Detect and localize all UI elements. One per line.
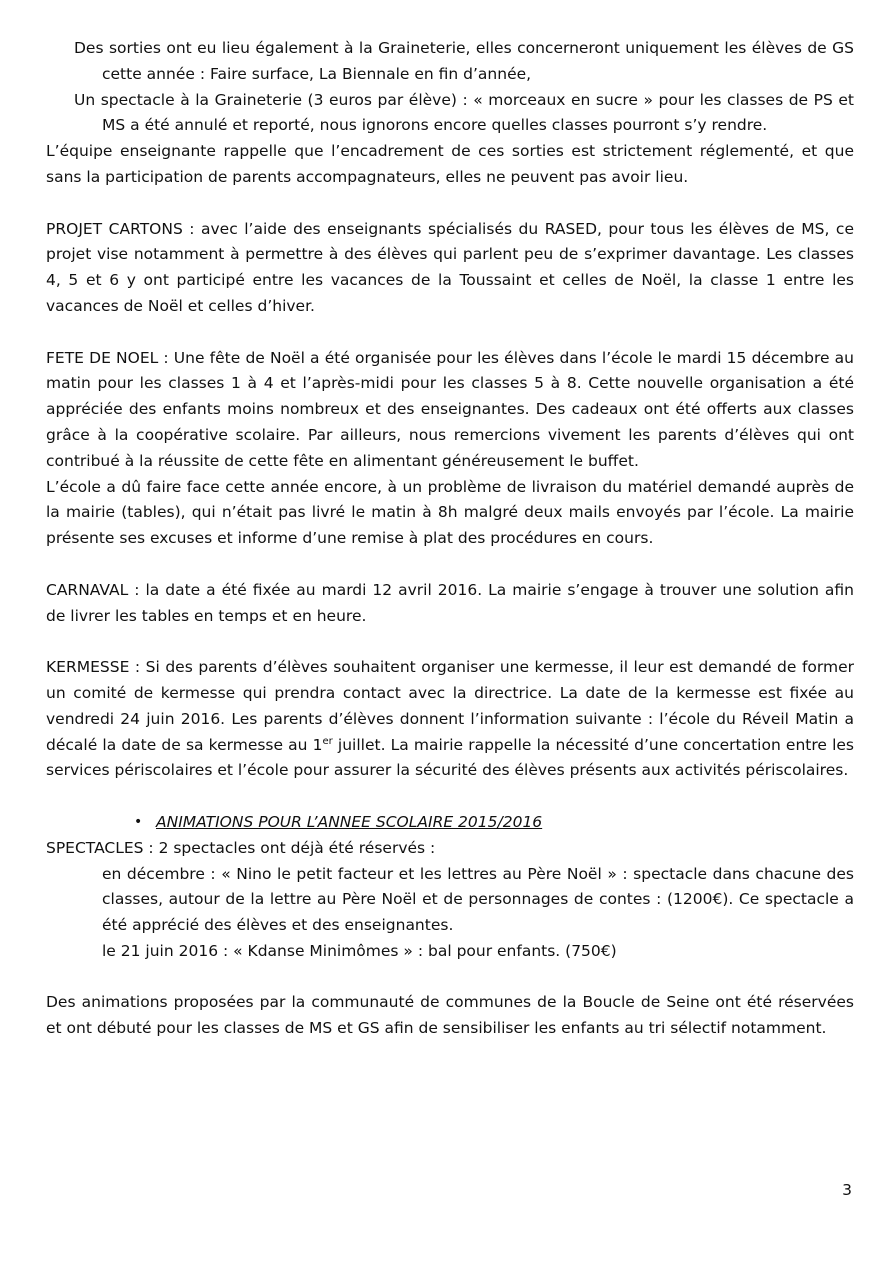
paragraph-show-cancelled: Un spectacle à la Graineterie (3 euros par élève) : « morceaux en sucre » pour les classes de PS et MS a été annulé et reporté, nous ignorons encore quelles classes pourront s’y rendre. xyxy=(74,90,854,135)
paragraph-carnaval: CARNAVAL : la date a été fixée au mardi 12 avril 2016. La mairie s’engage à trouver une solution afin de livrer les tables en temps et en heure. xyxy=(46,580,854,625)
paragraph-kermesse xyxy=(46,655,854,784)
paragraph-community-animations: Des animations proposées par la communauté de communes de la Boucle de Seine ont été réservées et ont débuté pour les classes de MS et GS afin de sensibiliser les enfants au tri sélectif notamment. xyxy=(46,993,854,1038)
kermesse-superscript: er xyxy=(322,735,333,747)
kermesse-text-start: KERMESSE : Si des parents d’élèves souhaitent organiser une kermesse, il leur est demandé de former un comité de kermesse qui prendra contact avec la directrice. La date de la kermesse est fixée au vendredi 24 juin 2016. Les parents d’élèves donnent l’information suivante : l’école du Réveil Matin a décalé la date de sa kermesse au 1 xyxy=(46,658,854,754)
animations-heading-text: ANIMATIONS POUR L’ANNEE SCOLAIRE 2015/2016 xyxy=(156,812,543,831)
animations-heading xyxy=(134,810,854,836)
document-page xyxy=(46,36,854,1042)
paragraph-team-reminder: L’équipe enseignante rappelle que l’encadrement de ces sorties est strictement réglementé, et que sans la participation de parents accompagnateurs, elles ne peuvent pas avoir lieu. xyxy=(46,142,854,186)
kermesse-text-end: juillet. La mairie rappelle la nécessité d’une concertation entre les services périscolaires et l’école pour assurer la sécurité des élèves présents aux activités périscolaires. xyxy=(46,735,854,780)
paragraph-grainetrie-outings: Des sorties ont eu lieu également à la Graineterie, elles concerneront uniquement les élèves de GS cette année : Faire surface, La Biennale en fin d’année, xyxy=(74,39,854,83)
paragraph-fete-de-noel: FETE DE NOEL : Une fête de Noël a été organisée pour les élèves dans l’école le mardi 15 décembre au matin pour les classes 1 à 4 et l’après-midi pour les classes 5 à 8. Cette nouvelle organisation a été appréciée des enfants moins nombreux et des enseignantes. Des cadeaux ont été offerts aux classes grâce à la coopérative scolaire. Par ailleurs, nous remercions vivement les parents d’élèves qui ont contribué à la réussite de cette fête en alimentant généreusement le buffet. xyxy=(46,348,854,470)
bullet-icon: • xyxy=(134,813,143,830)
paragraph-june-show: le 21 juin 2016 : « Kdanse Minimômes » : bal pour enfants. (750€) xyxy=(102,941,617,960)
paragraph-delivery-problem: L’école a dû faire face cette année encore, à un problème de livraison du matériel demandé auprès de la mairie (tables), qui n’était pas livré le matin à 8h malgré deux mails envoyés par l’école. La mairie présente ses excuses et informe d’une remise à plat des procédures en cours. xyxy=(46,477,854,548)
paragraph-spectacles-intro: SPECTACLES : 2 spectacles ont déjà été réservés : xyxy=(46,838,436,857)
paragraph-projet-cartons: PROJET CARTONS : avec l’aide des enseignants spécialisés du RASED, pour tous les élèves de MS, ce projet vise notamment à permettre à des élèves qui parlent peu de s’exprimer davantage. Les classes 4, 5 et 6 y ont participé entre les vacances de la Toussaint et celles de Noël, la classe 1 entre les vacances de Noël et celles d’hiver. xyxy=(46,219,854,315)
paragraph-december-show: en décembre : « Nino le petit facteur et les lettres au Père Noël » : spectacle dans chacune des classes, autour de la lettre au Père Noël et de personnages de contes : (1200€). Ce spectacle a été apprécié des élèves et des enseignantes. xyxy=(102,864,854,935)
page-number: 3 xyxy=(842,1181,852,1199)
